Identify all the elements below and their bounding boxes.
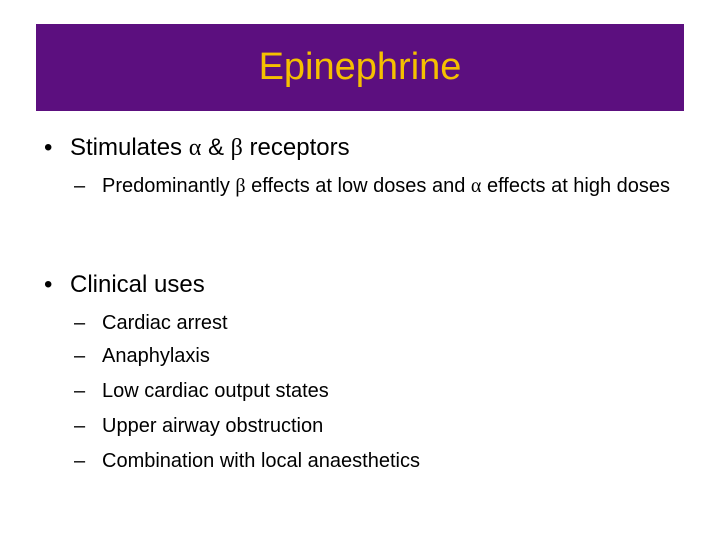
dash: – [74,312,86,334]
alpha: α [188,135,202,161]
alpha: α [470,175,482,197]
bullet: • [44,271,53,298]
beta: β [230,135,243,161]
sub-bullet [74,447,674,475]
text: Low cardiac output states [102,380,329,402]
bullet-clinical-uses [44,271,205,299]
slide-title: Epinephrine [258,46,462,88]
text: receptors [242,134,350,161]
bullet-receptors [44,134,350,162]
text: Stimulates [70,134,189,161]
text: Predominantly [102,175,236,197]
beta: β [235,175,246,197]
sub-bullet [74,412,674,440]
text: Clinical uses [70,271,205,298]
sub-bullet [74,309,674,337]
text: effects at low doses and [245,175,471,197]
dash: – [74,415,86,437]
sub-bullet [74,342,674,370]
dash: – [74,380,86,402]
text: Cardiac arrest [102,312,228,334]
title-banner [36,24,684,111]
sub-bullet [74,377,674,405]
text: Anaphylaxis [102,345,210,367]
text: Upper airway obstruction [102,415,324,437]
sub-bullet-effects [74,172,702,200]
dash: – [74,345,86,367]
bullet: • [44,134,53,161]
dash: – [74,175,86,197]
dash: – [74,450,86,472]
text: Combination with local anaesthetics [102,450,420,472]
text: & [201,134,231,161]
text: effects at high doses [481,175,671,197]
